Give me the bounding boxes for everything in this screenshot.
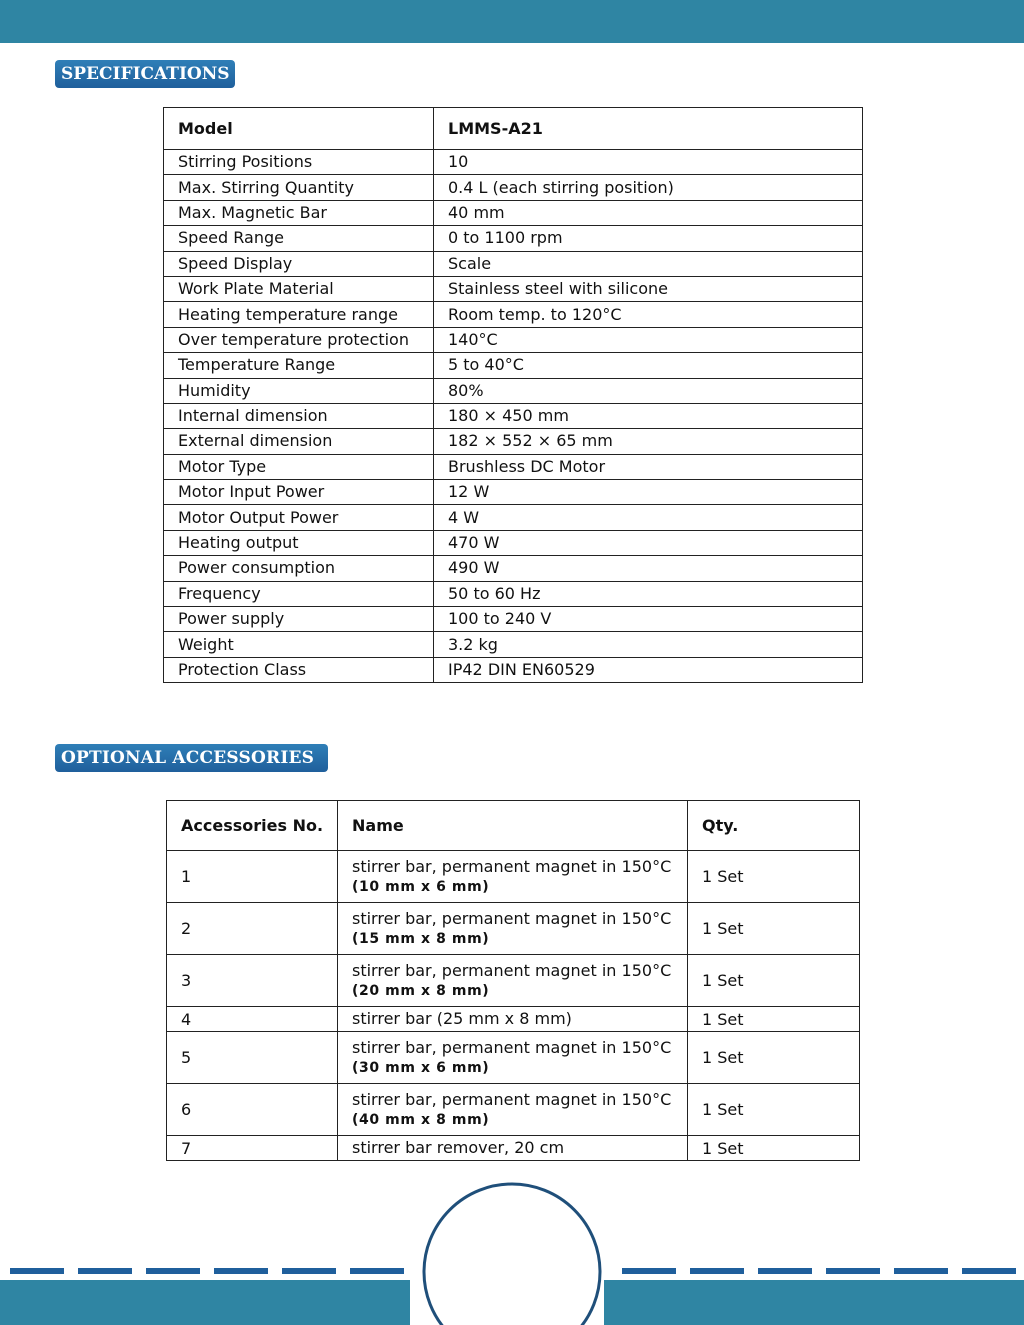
spec-name-cell: Speed Display — [164, 251, 434, 276]
table-row — [164, 505, 863, 530]
accessory-name-cell — [338, 955, 688, 1007]
accessories-table — [166, 800, 860, 1161]
footer-dash — [282, 1268, 336, 1274]
spec-value-cell: 100 to 240 V — [434, 607, 863, 632]
spec-name-cell: Motor Input Power — [164, 480, 434, 505]
spec-value-cell: 0 to 1100 rpm — [434, 226, 863, 251]
spec-name-cell: Heating temperature range — [164, 302, 434, 327]
table-row — [164, 276, 863, 301]
table-row — [164, 607, 863, 632]
spec-name-cell: Max. Magnetic Bar — [164, 200, 434, 225]
table-row — [164, 403, 863, 428]
accessories-heading: OPTIONAL ACCESSORIES — [55, 744, 328, 772]
spec-name-cell: External dimension — [164, 429, 434, 454]
spec-value-cell: 5 to 40°C — [434, 353, 863, 378]
accessory-name: stirrer bar, permanent magnet in 150°C — [352, 856, 672, 876]
footer-dash — [962, 1268, 1016, 1274]
spec-value-cell: 12 W — [434, 480, 863, 505]
spec-name-cell: Internal dimension — [164, 403, 434, 428]
table-row — [167, 1084, 860, 1136]
footer-dash — [78, 1268, 132, 1274]
header-cell-name: Name — [338, 801, 688, 851]
spec-value-cell: 40 mm — [434, 200, 863, 225]
footer-band-right — [604, 1280, 1024, 1325]
header-cell-number: Accessories No. — [167, 801, 338, 851]
accessory-name: stirrer bar, permanent magnet in 150°C — [352, 908, 672, 928]
table-row — [164, 530, 863, 555]
spec-value-cell: 470 W — [434, 530, 863, 555]
header-cell-qty: Qty. — [688, 801, 860, 851]
footer-circle — [424, 1184, 600, 1325]
spec-name-cell: Motor Output Power — [164, 505, 434, 530]
spec-name-cell: Weight — [164, 632, 434, 657]
spec-name-cell: Work Plate Material — [164, 276, 434, 301]
accessory-qty-cell: 1 Set — [688, 851, 860, 903]
spec-value-cell: Room temp. to 120°C — [434, 302, 863, 327]
spec-name-cell: Stirring Positions — [164, 150, 434, 175]
accessory-number-cell: 4 — [167, 1007, 338, 1032]
table-header-row — [164, 108, 863, 150]
accessory-size: (40 mm x 8 mm) — [352, 1111, 490, 1128]
accessory-qty-cell: 1 Set — [688, 1084, 860, 1136]
table-header-row — [167, 801, 860, 851]
accessory-name: stirrer bar, permanent magnet in 150°C — [352, 960, 672, 980]
spec-value-cell: 3.2 kg — [434, 632, 863, 657]
table-row — [164, 378, 863, 403]
table-row — [167, 851, 860, 903]
spec-name-cell: Frequency — [164, 581, 434, 606]
spec-value-cell: 182 × 552 × 65 mm — [434, 429, 863, 454]
spec-value-cell: 10 — [434, 150, 863, 175]
footer-dash — [214, 1268, 268, 1274]
spec-value-cell: 80% — [434, 378, 863, 403]
accessory-name: stirrer bar (25 mm x 8 mm) — [352, 1009, 572, 1028]
accessory-size: (15 mm x 8 mm) — [352, 930, 490, 947]
accessory-name: stirrer bar, permanent magnet in 150°C — [352, 1089, 672, 1109]
accessory-name-cell — [338, 1032, 688, 1084]
accessory-number-cell: 6 — [167, 1084, 338, 1136]
spec-value-cell: 4 W — [434, 505, 863, 530]
footer-decoration — [0, 1160, 1024, 1325]
spec-name-cell: Protection Class — [164, 657, 434, 682]
table-row — [164, 480, 863, 505]
table-row — [167, 1007, 860, 1032]
header-cell-model: Model — [164, 108, 434, 150]
table-row — [164, 175, 863, 200]
accessory-qty-cell: 1 Set — [688, 1007, 860, 1032]
table-row — [167, 1136, 860, 1161]
footer-dash — [894, 1268, 948, 1274]
spec-value-cell: 490 W — [434, 556, 863, 581]
spec-name-cell: Power consumption — [164, 556, 434, 581]
accessory-qty-cell: 1 Set — [688, 955, 860, 1007]
accessory-name-cell — [338, 1007, 688, 1032]
spec-name-cell: Max. Stirring Quantity — [164, 175, 434, 200]
footer-dash — [690, 1268, 744, 1274]
table-row — [164, 429, 863, 454]
spec-name-cell: Speed Range — [164, 226, 434, 251]
table-row — [164, 657, 863, 682]
spec-name-cell: Over temperature protection — [164, 327, 434, 352]
table-row — [167, 903, 860, 955]
table-row — [164, 226, 863, 251]
accessory-name: stirrer bar, permanent magnet in 150°C — [352, 1037, 672, 1057]
table-row — [164, 632, 863, 657]
table-row — [164, 302, 863, 327]
accessory-number-cell: 3 — [167, 955, 338, 1007]
accessory-qty-cell: 1 Set — [688, 1032, 860, 1084]
table-row — [164, 150, 863, 175]
table-row — [164, 454, 863, 479]
accessory-qty-cell: 1 Set — [688, 1136, 860, 1161]
table-row — [164, 556, 863, 581]
table-row — [164, 327, 863, 352]
spec-value-cell: Stainless steel with silicone — [434, 276, 863, 301]
accessory-number-cell: 7 — [167, 1136, 338, 1161]
accessory-number-cell: 2 — [167, 903, 338, 955]
table-row — [164, 353, 863, 378]
spec-value-cell: Brushless DC Motor — [434, 454, 863, 479]
table-row — [164, 200, 863, 225]
footer-dash — [826, 1268, 880, 1274]
footer-band — [0, 1280, 410, 1325]
accessory-name-cell — [338, 1084, 688, 1136]
footer-dash — [622, 1268, 676, 1274]
spec-value-cell: IP42 DIN EN60529 — [434, 657, 863, 682]
accessory-qty-cell: 1 Set — [688, 903, 860, 955]
spec-value-cell: 0.4 L (each stirring position) — [434, 175, 863, 200]
spec-value-cell: 180 × 450 mm — [434, 403, 863, 428]
spec-name-cell: Power supply — [164, 607, 434, 632]
spec-name-cell: Temperature Range — [164, 353, 434, 378]
header-cell-model-value: LMMS-A21 — [434, 108, 863, 150]
accessory-name-cell — [338, 1136, 688, 1161]
footer-dash — [350, 1268, 404, 1274]
specifications-heading: SPECIFICATIONS — [55, 60, 235, 88]
spec-value-cell: Scale — [434, 251, 863, 276]
specifications-table — [163, 107, 863, 683]
accessory-size: (10 mm x 6 mm) — [352, 878, 490, 895]
accessory-name-cell — [338, 903, 688, 955]
header-band — [0, 0, 1024, 43]
table-row — [167, 1032, 860, 1084]
table-row — [164, 581, 863, 606]
footer-dash — [10, 1268, 64, 1274]
accessory-name-cell — [338, 851, 688, 903]
table-row — [167, 955, 860, 1007]
footer-dash — [146, 1268, 200, 1274]
accessory-size: (30 mm x 6 mm) — [352, 1059, 490, 1076]
accessory-name: stirrer bar remover, 20 cm — [352, 1138, 565, 1157]
spec-value-cell: 50 to 60 Hz — [434, 581, 863, 606]
accessory-number-cell: 5 — [167, 1032, 338, 1084]
spec-name-cell: Motor Type — [164, 454, 434, 479]
spec-name-cell: Humidity — [164, 378, 434, 403]
spec-value-cell: 140°C — [434, 327, 863, 352]
accessory-size: (20 mm x 8 mm) — [352, 982, 490, 999]
accessory-number-cell: 1 — [167, 851, 338, 903]
table-row — [164, 251, 863, 276]
spec-name-cell: Heating output — [164, 530, 434, 555]
footer-dash — [758, 1268, 812, 1274]
